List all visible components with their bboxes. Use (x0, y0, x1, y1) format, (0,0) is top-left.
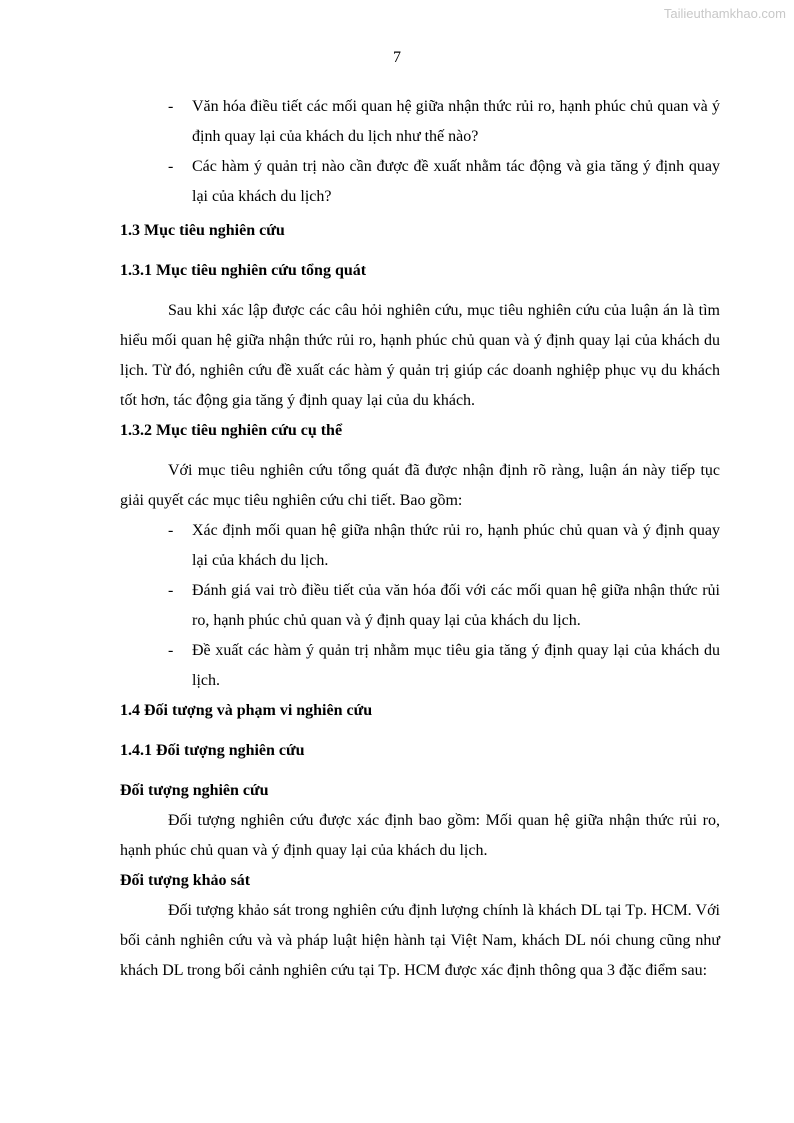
watermark: Tailieuthamkhao.com (663, 6, 786, 21)
label-heading: Đối tượng khảo sát (120, 872, 251, 889)
page-number: 7 (393, 49, 401, 66)
subsection-heading: 1.3.2 Mục tiêu nghiên cứu cụ thể (120, 422, 343, 439)
subsection-heading: 1.4.1 Đối tượng nghiên cứu (120, 742, 305, 759)
list-item-text: Đề xuất các hàm ý quản trị nhằm mục tiêu gia tăng ý định quay lại của khách du lịch. (192, 642, 720, 689)
list-item (120, 152, 720, 212)
list-item-text: Văn hóa điều tiết các mối quan hệ giữa nhận thức rủi ro, hạnh phúc chủ quan và ý định quay lại của khách du lịch như thế nào? (192, 98, 720, 145)
section-heading: 1.3 Mục tiêu nghiên cứu (120, 222, 285, 239)
subsection-heading: 1.3.1 Mục tiêu nghiên cứu tổng quát (120, 262, 367, 279)
list-item-text: Các hàm ý quản trị nào cần được đề xuất nhằm tác động và gia tăng ý định quay lại của khách du lịch? (192, 158, 720, 205)
bullet-dash: - (168, 642, 174, 659)
list-item (120, 92, 720, 152)
label-heading: Đối tượng nghiên cứu (120, 782, 269, 799)
list-item (120, 636, 720, 696)
paragraph: Đối tượng khảo sát trong nghiên cứu định lượng chính là khách DL tại Tp. HCM. Với bối cảnh nghiên cứu và và pháp luật hiện hành tại Việt Nam, khách DL nói chung cũng như khách DL trong bối cảnh nghiên cứu tại Tp. HCM được xác định thông qua 3 đặc điểm sau: (120, 902, 720, 979)
bullet-dash: - (168, 582, 174, 599)
bullet-dash: - (168, 522, 174, 539)
document-body (120, 92, 720, 986)
section-heading: 1.4 Đối tượng và phạm vi nghiên cứu (120, 702, 373, 719)
list-item-text: Đánh giá vai trò điều tiết của văn hóa đối với các mối quan hệ giữa nhận thức rủi ro, hạnh phúc chủ quan và ý định quay lại của khách du lịch. (192, 582, 720, 629)
paragraph: Sau khi xác lập được các câu hỏi nghiên cứu, mục tiêu nghiên cứu của luận án là tìm hiểu mối quan hệ giữa nhận thức rủi ro, hạnh phúc chủ quan và ý định quay lại của khách du lịch. Từ đó, nghiên cứu đề xuất các hàm ý quản trị giúp các doanh nghiệp phục vụ du khách tốt hơn, tác động gia tăng ý định quay lại của du khách. (120, 302, 720, 409)
paragraph: Đối tượng nghiên cứu được xác định bao gồm: Mối quan hệ giữa nhận thức rủi ro, hạnh phúc chủ quan và ý định quay lại của khách du lịch. (120, 812, 720, 859)
list-item (120, 516, 720, 576)
list-item-text: Xác định mối quan hệ giữa nhận thức rủi ro, hạnh phúc chủ quan và ý định quay lại của khách du lịch. (192, 522, 720, 569)
bullet-dash: - (168, 158, 174, 175)
paragraph: Với mục tiêu nghiên cứu tổng quát đã được nhận định rõ ràng, luận án này tiếp tục giải quyết các mục tiêu nghiên cứu chi tiết. Bao gồm: (120, 462, 720, 509)
list-item (120, 576, 720, 636)
bullet-dash: - (168, 98, 174, 115)
